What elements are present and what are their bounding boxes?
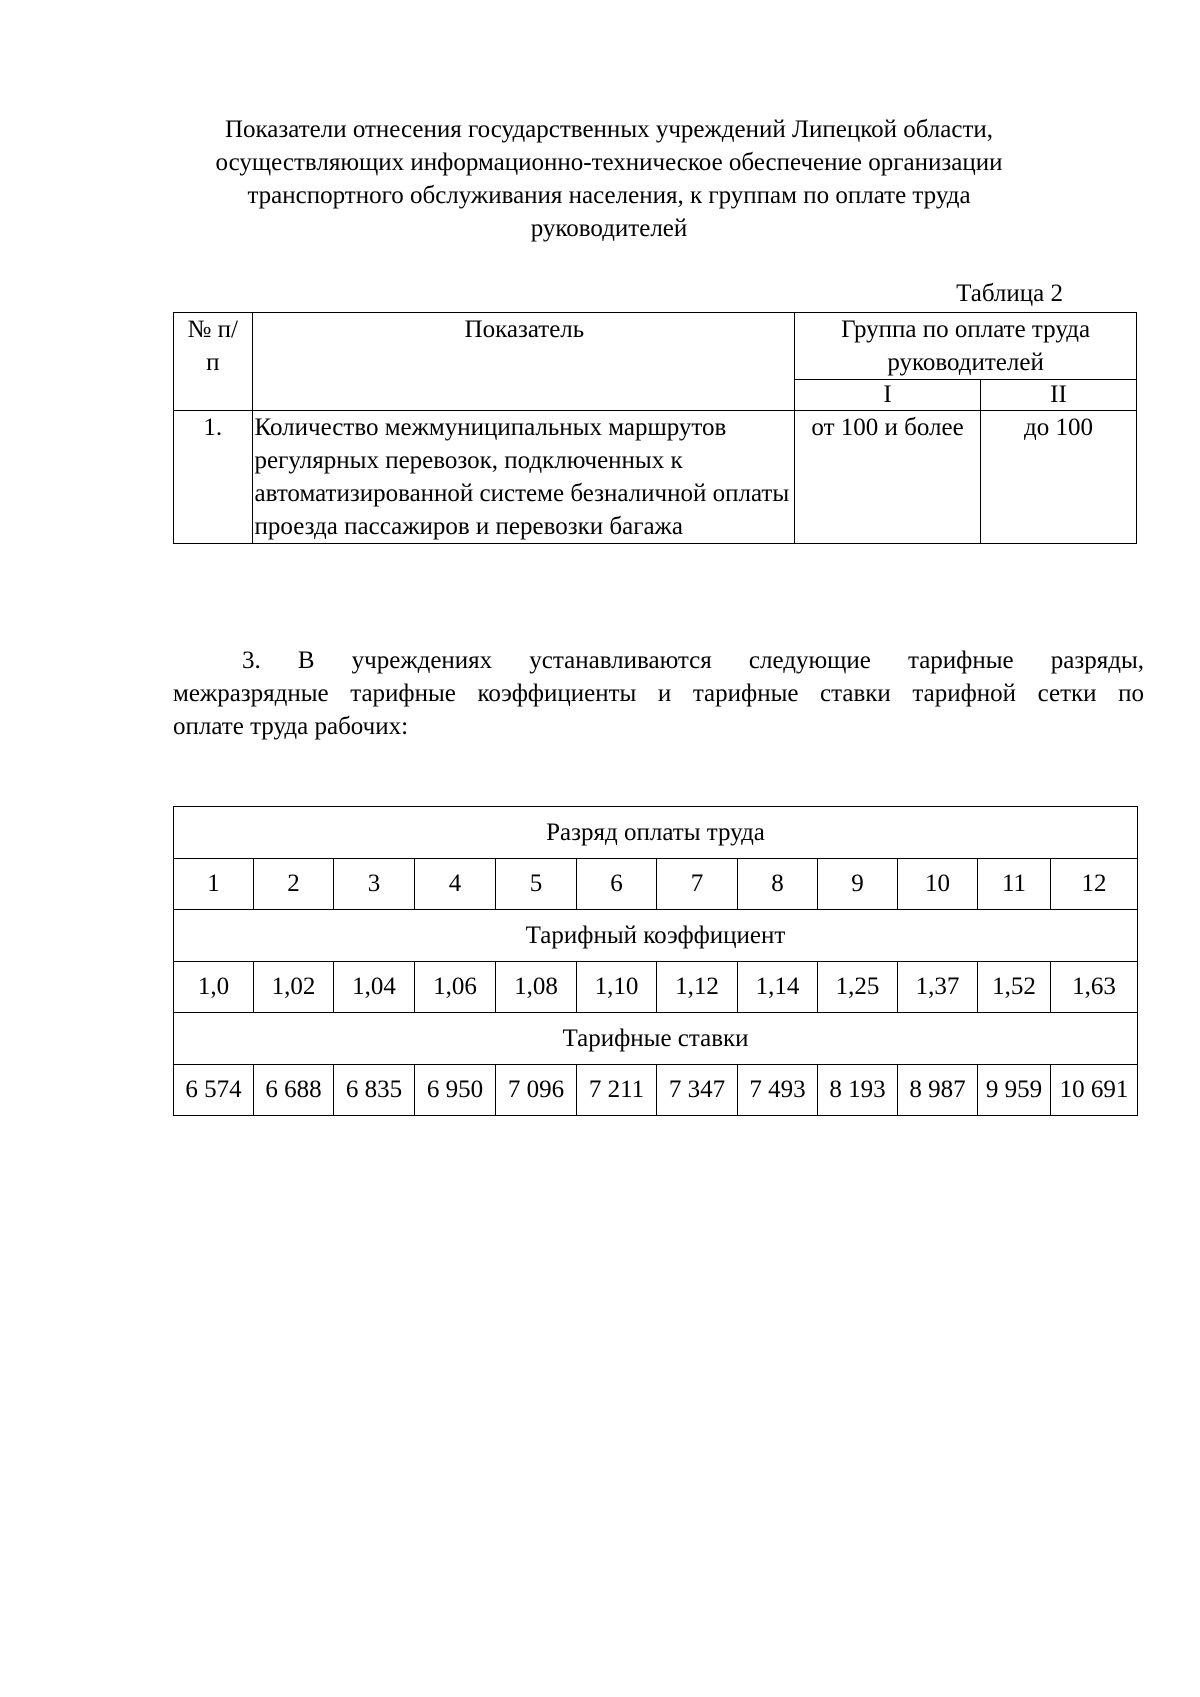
grades-row [174, 859, 1138, 910]
grade-cell: 2 [254, 859, 334, 910]
coefficient-cell: 1,08 [496, 962, 577, 1013]
grade-cell: 12 [1051, 859, 1138, 910]
row-group-ii: до 100 [980, 411, 1136, 544]
grade-header: Разряд оплаты труда [174, 807, 1138, 859]
coefficient-cell: 1,02 [254, 962, 334, 1013]
title-line: транспортного обслуживания населения, к группам по оплате труда [247, 182, 971, 209]
rate-cell: 6 835 [334, 1065, 415, 1116]
table-caption: Таблица 2 [956, 280, 1063, 307]
document-title [174, 113, 1044, 245]
grade-cell: 11 [978, 859, 1051, 910]
grade-cell: 9 [818, 859, 898, 910]
coefficient-cell: 1,37 [898, 962, 978, 1013]
header-group-ii: II [980, 380, 1136, 411]
coefficient-cell: 1,10 [577, 962, 657, 1013]
coefficients-row [174, 962, 1138, 1013]
rate-cell: 9 959 [978, 1065, 1051, 1116]
grade-cell: 10 [898, 859, 978, 910]
rate-cell: 7 347 [657, 1065, 738, 1116]
coef-header: Тарифный коэффициент [174, 910, 1138, 962]
title-line: осуществляющих информационно-техническое обеспечение организации [215, 149, 1003, 176]
rate-cell: 7 211 [577, 1065, 657, 1116]
grade-cell: 3 [334, 859, 415, 910]
rate-cell: 10 691 [1051, 1065, 1138, 1116]
title-line: Показатели отнесения государственных учреждений Липецкой области, [224, 116, 994, 143]
paragraph-3 [173, 644, 1144, 743]
grade-cell: 8 [738, 859, 818, 910]
header-num: № п/п [174, 313, 253, 411]
coefficient-cell: 1,14 [738, 962, 818, 1013]
group-indicators-table [173, 312, 1137, 544]
coefficient-cell: 1,12 [657, 962, 738, 1013]
header-indicator: Показатель [252, 313, 795, 411]
rate-cell: 6 574 [174, 1065, 254, 1116]
title-line: руководителей [530, 215, 688, 242]
rate-cell: 6 688 [254, 1065, 334, 1116]
rate-cell: 8 987 [898, 1065, 978, 1116]
coefficient-cell: 1,25 [818, 962, 898, 1013]
coefficient-cell: 1,0 [174, 962, 254, 1013]
header-group: Группа по оплате труда руководителей [795, 313, 1137, 380]
rate-cell: 7 096 [496, 1065, 577, 1116]
grade-cell: 5 [496, 859, 577, 910]
coefficient-cell: 1,06 [415, 962, 496, 1013]
rates-row [174, 1065, 1138, 1116]
grade-cell: 6 [577, 859, 657, 910]
row-indicator: Количество межмуниципальных маршрутов регулярных перевозок, подключенных к автоматизированной системе безналичной оплаты проезда пассажиров и перевозки багажа [252, 411, 795, 544]
rate-cell: 7 493 [738, 1065, 818, 1116]
grade-cell: 4 [415, 859, 496, 910]
coefficient-cell: 1,63 [1051, 962, 1138, 1013]
coefficient-cell: 1,04 [334, 962, 415, 1013]
grade-cell: 7 [657, 859, 738, 910]
tariff-rates-table [173, 806, 1138, 1116]
rate-cell: 8 193 [818, 1065, 898, 1116]
row-num: 1. [174, 411, 253, 544]
rates-header: Тарифные ставки [174, 1013, 1138, 1065]
table-row [174, 411, 1137, 544]
paragraph-line: межразрядные тарифные коэффициенты и тарифные ставки тарифной сетки по [173, 680, 1144, 707]
rate-cell: 6 950 [415, 1065, 496, 1116]
row-group-i: от 100 и более [795, 411, 981, 544]
paragraph-line: оплате труда рабочих: [173, 713, 409, 740]
paragraph-line: 3. В учреждениях устанавливаются следующие тарифные разряды, [242, 647, 1144, 674]
header-group-i: I [795, 380, 981, 411]
grade-cell: 1 [174, 859, 254, 910]
coefficient-cell: 1,52 [978, 962, 1051, 1013]
